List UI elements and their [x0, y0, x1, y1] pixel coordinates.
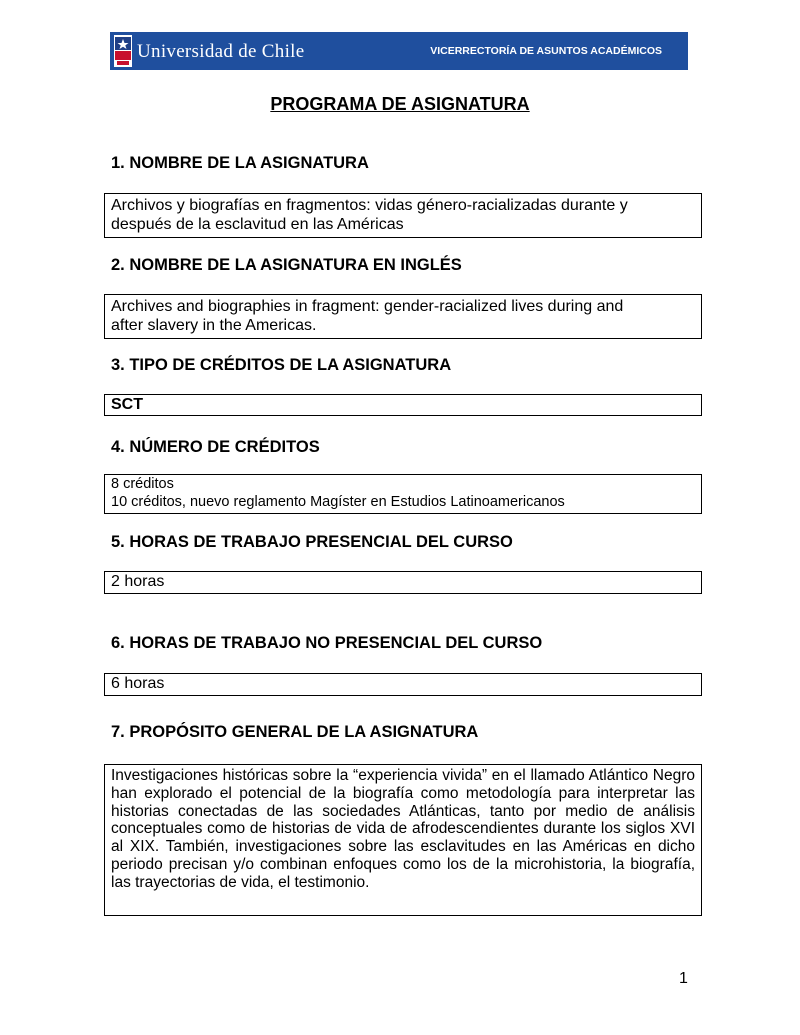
section-heading-nombre: 1. NOMBRE DE LA ASIGNATURA — [111, 154, 369, 172]
section-heading-horas-no-presencial: 6. HORAS DE TRABAJO NO PRESENCIAL DEL CURSO — [111, 634, 543, 652]
box-line: Archives and biographies in fragment: gender-racialized lives during and — [111, 298, 624, 315]
page-number: 1 — [679, 970, 688, 987]
section-box-nombre — [104, 193, 702, 238]
section-box-horas-presencial — [104, 571, 702, 594]
document-title: PROGRAMA DE ASIGNATURA — [270, 94, 530, 114]
proposito-paragraph: Investigaciones históricas sobre la “experiencia vivida” en el llamado Atlántico Negro han explorado el potencial de la biografía como metodología para interpretar las historias conectadas de las sociedades Atlánticas, tanto por medio de análisis conceptuales como de historias de vida de afrodescendientes durante los siglos XVI al XIX. También, investigaciones sobre las esclavitudes en las Américas en dicho periodo precisan y/o combinan enfoques como los de la microhistoria, la biografía, las trayectorias de vida, el testimonio. — [111, 767, 695, 891]
section-heading-numero-creditos: 4. NÚMERO DE CRÉDITOS — [111, 438, 320, 456]
box-line: 10 créditos, nuevo reglamento Magíster en Estudios Latinoamericanos — [111, 493, 565, 510]
section-box-tipo-creditos — [104, 394, 702, 416]
box-line: 8 créditos — [111, 476, 174, 492]
section-heading-horas-presencial: 5. HORAS DE TRABAJO PRESENCIAL DEL CURSO — [111, 533, 513, 551]
institution-banner — [110, 32, 688, 70]
box-line: SCT — [111, 396, 143, 413]
university-name: Universidad de Chile — [137, 41, 305, 62]
university-crest-icon — [114, 35, 132, 67]
box-line: Archivos y biografías en fragmentos: vidas género-racializadas durante y — [111, 197, 628, 214]
section-heading-nombre-ingles: 2. NOMBRE DE LA ASIGNATURA EN INGLÉS — [111, 256, 462, 274]
section-heading-tipo-creditos: 3. TIPO DE CRÉDITOS DE LA ASIGNATURA — [111, 356, 452, 374]
section-box-horas-no-presencial — [104, 673, 702, 696]
box-line: después de la esclavitud en las Américas — [111, 216, 404, 233]
box-line: 2 horas — [111, 573, 165, 590]
section-heading-proposito: 7. PROPÓSITO GENERAL DE LA ASIGNATURA — [111, 723, 479, 741]
section-box-proposito — [104, 764, 702, 916]
section-box-numero-creditos — [104, 474, 702, 514]
box-line: after slavery in the Americas. — [111, 317, 317, 334]
vicerrectoria-label: VICERRECTORÍA DE ASUNTOS ACADÉMICOS — [430, 45, 662, 57]
box-line: 6 horas — [111, 675, 165, 692]
section-box-nombre-ingles — [104, 294, 702, 339]
